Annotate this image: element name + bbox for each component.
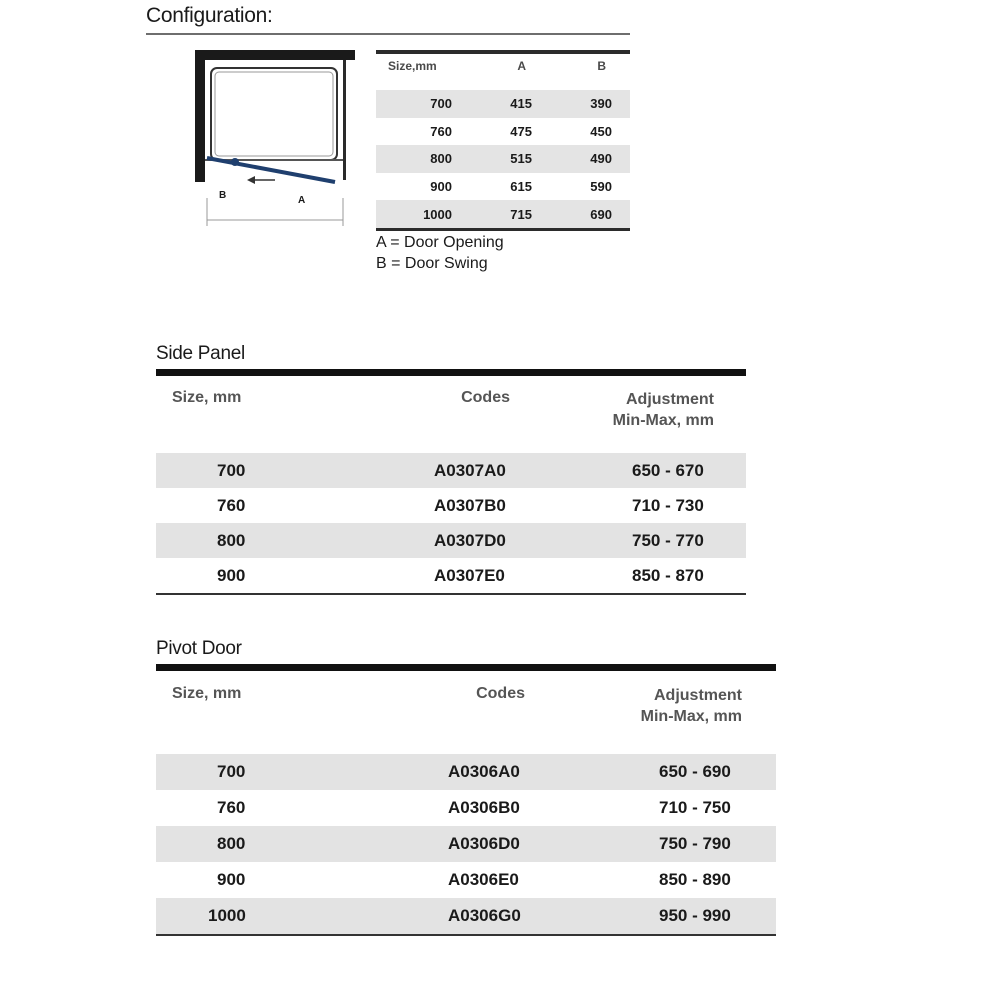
cell-size: 700: [217, 762, 246, 781]
cell-code: A0306A0: [448, 762, 520, 781]
table-top-rule: [156, 664, 776, 671]
legend: [376, 232, 504, 274]
cell-a: 615: [510, 179, 532, 195]
cell-code: A0307E0: [434, 565, 505, 585]
table-row: [156, 558, 746, 593]
cell-size: 800: [217, 834, 246, 853]
header-size: Size, mm: [172, 389, 242, 406]
header-b: B: [597, 59, 606, 73]
table-row: [156, 826, 776, 862]
cell-adjustment: 850 - 890: [659, 870, 731, 889]
label-b: B: [219, 190, 227, 201]
shower-tray-outline: [211, 68, 337, 160]
cell-adjustment: 710 - 750: [659, 798, 731, 817]
header-adjustment: [584, 685, 742, 727]
table-row: [156, 754, 776, 790]
table-header: [376, 54, 630, 90]
frame-left-wall: [195, 50, 205, 182]
cell-code: A0306G0: [448, 906, 521, 925]
side-panel-title: Side Panel: [156, 343, 245, 364]
cell-code: A0306E0: [448, 870, 519, 889]
table-bottom-rule: [156, 593, 746, 595]
header-adjustment-line2: Min-Max, mm: [640, 708, 742, 725]
header-adjustment-line1: Adjustment: [654, 687, 742, 704]
cell-b: 390: [590, 96, 612, 112]
cell-size: 760: [217, 798, 246, 817]
table-row: [156, 862, 776, 898]
legend-a: A = Door Opening: [376, 234, 504, 251]
swing-arrow-head: [247, 176, 255, 184]
table-row: [156, 488, 746, 523]
cell-size: 760: [430, 123, 452, 139]
cell-a: 475: [510, 123, 532, 139]
side-panel-table: [156, 369, 746, 595]
header-size: Size,mm: [388, 59, 437, 73]
header-size: Size, mm: [172, 685, 242, 702]
cell-size: 900: [217, 565, 246, 585]
cell-adjustment: 710 - 730: [632, 495, 704, 515]
table-row: [376, 90, 630, 118]
door-configuration-diagram: [195, 48, 360, 233]
shower-tray-inner: [215, 72, 333, 156]
table-bottom-rule: [156, 934, 776, 936]
diagram-svg: [195, 48, 360, 233]
cell-code: A0306D0: [448, 834, 520, 853]
cell-b: 490: [590, 151, 612, 167]
cell-adjustment: 650 - 690: [659, 762, 731, 781]
header-a: A: [517, 59, 526, 73]
cell-b: 690: [590, 206, 612, 222]
table-top-rule: [156, 369, 746, 376]
table-row: [376, 118, 630, 146]
configuration-title: Configuration:: [146, 4, 273, 27]
pivot-point: [231, 158, 239, 166]
table-row: [156, 898, 776, 934]
pivot-door-title: Pivot Door: [156, 638, 242, 659]
table-row: [156, 523, 746, 558]
cell-size: 800: [430, 151, 452, 167]
header-adjustment: [556, 389, 714, 431]
legend-b: B = Door Swing: [376, 255, 488, 272]
cell-size: 760: [217, 495, 246, 515]
cell-code: A0307A0: [434, 460, 506, 480]
table-header: [156, 376, 746, 453]
cell-a: 715: [510, 206, 532, 222]
frame-right-side: [343, 60, 346, 180]
door-swing-line: [207, 158, 335, 182]
cell-size: 800: [217, 530, 246, 550]
header-adjustment-line1: Adjustment: [626, 391, 714, 408]
cell-size: 900: [217, 870, 246, 889]
configuration-divider: [146, 33, 630, 35]
cell-adjustment: 750 - 770: [632, 530, 704, 550]
cell-size: 700: [430, 96, 452, 112]
cell-adjustment: 850 - 870: [632, 565, 704, 585]
table-row: [376, 173, 630, 201]
cell-code: A0306B0: [448, 798, 520, 817]
cell-size: 900: [430, 179, 452, 195]
table-row: [376, 200, 630, 228]
cell-size: 700: [217, 460, 246, 480]
cell-size: 1000: [208, 906, 246, 925]
cell-adjustment: 750 - 790: [659, 834, 731, 853]
header-codes: Codes: [461, 389, 510, 406]
table-bottom-rule: [376, 228, 630, 231]
cell-adjustment: 650 - 670: [632, 460, 704, 480]
cell-b: 590: [590, 179, 612, 195]
frame-top-bar: [195, 50, 355, 60]
cell-adjustment: 950 - 990: [659, 906, 731, 925]
table-header: [156, 671, 776, 754]
header-adjustment-line2: Min-Max, mm: [612, 412, 714, 429]
cell-code: A0307D0: [434, 530, 506, 550]
pivot-door-table: [156, 664, 776, 936]
table-row: [376, 145, 630, 173]
cell-a: 415: [510, 96, 532, 112]
table-row: [156, 790, 776, 826]
configuration-table: [376, 50, 630, 231]
cell-code: A0307B0: [434, 495, 506, 515]
table-row: [156, 453, 746, 488]
cell-a: 515: [510, 151, 532, 167]
header-codes: Codes: [476, 685, 525, 702]
cell-b: 450: [590, 123, 612, 139]
label-a: A: [298, 195, 306, 206]
cell-size: 1000: [423, 206, 452, 222]
